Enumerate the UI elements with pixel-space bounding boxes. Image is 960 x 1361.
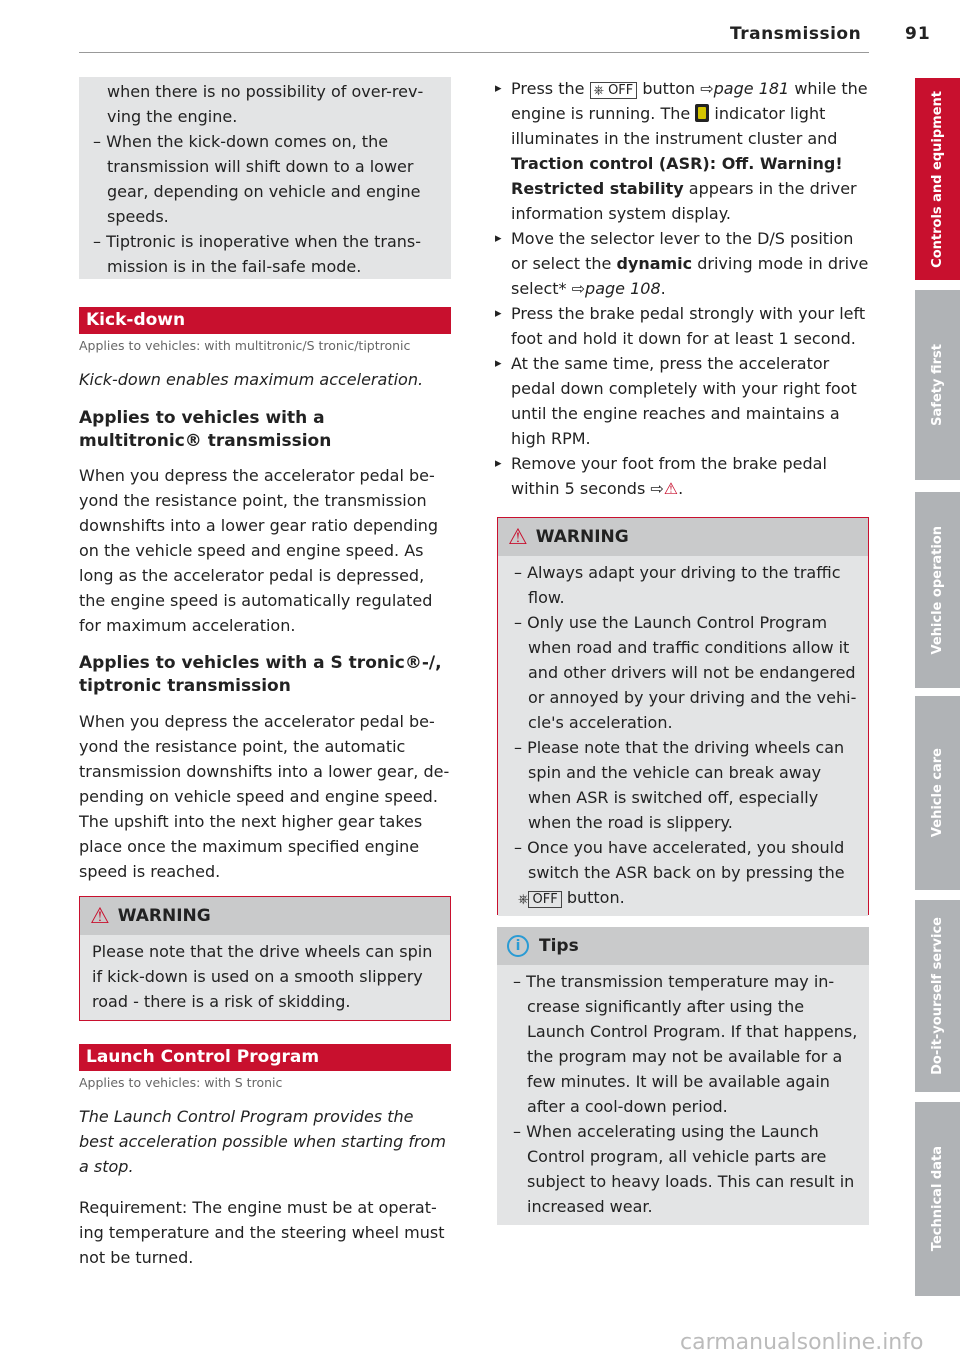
tab-controls-and-equipment[interactable]: Controls and equipment — [915, 78, 960, 280]
list-item: – Please note that the driving wheels can spin and the vehicle can break away when ASR is switched off, especially when the road is slippery. — [514, 738, 845, 832]
launch-heading: Launch Control Program — [79, 1044, 451, 1071]
kickdown-warning — [79, 896, 451, 1021]
section-title: Transmission — [730, 24, 862, 44]
warning-icon[interactable]: ⚠ — [663, 479, 679, 498]
step-5: ▸ Remove your foot from the brake pedal within 5 seconds ⇨⚠. — [497, 451, 869, 501]
list-item: – Once you have accelerated, you should switch the ASR back on by pressing the ⎈ OFF button. — [514, 838, 845, 907]
step-2: ▸ Move the selector lever to the D/S position or select the dynamic driving mode in drive select* ⇨page 108. — [497, 226, 869, 301]
warning-icon: ⚠ — [90, 903, 110, 929]
page-ref-link[interactable]: page 181 — [713, 79, 790, 98]
tab-vehicle-operation[interactable]: Vehicle operation — [915, 492, 960, 688]
list-item: – The transmission temperature may increase significantly after using the Launch Control Program. If that happens, the program may not be available for a few minutes. It will be available again after a cool-down period. — [513, 972, 858, 1116]
warning-title: WARNING — [117, 906, 211, 926]
tab-technical-data[interactable]: Technical data — [915, 1102, 960, 1296]
tab-safety-first[interactable]: Safety first — [915, 290, 960, 480]
warning-icon: ⚠ — [508, 524, 528, 550]
step-1: ▸ Press the ⎈ OFF button ⇨page 181 while the engine is running. The indicator light illuminates in the instrument cluster and Traction control (ASR): Off. Warning! Restricted stability appears in the driver information system display. — [497, 76, 869, 226]
warning-title: WARNING — [535, 527, 629, 547]
step-4: ▸ At the same time, press the accelerator pedal down completely with your right foot until the engine reaches and maintains a high RPM. — [497, 351, 869, 451]
list-item: – Always adapt your driving to the traffic flow. — [514, 563, 841, 607]
tab-do-it-yourself-service[interactable]: Do-it-yourself service — [915, 900, 960, 1092]
steps-list — [497, 76, 869, 501]
asr-indicator-icon — [695, 104, 709, 122]
launch-requirement: Requirement: The engine must be at operating temperature and the steering wheel must not be turned. — [79, 1198, 445, 1267]
warning-text: Please note that the drive wheels can spin if kick-down is used on a smooth slippery road - there is a risk of skidding. — [80, 935, 450, 1020]
list-item: – When the kick-down comes on, the transmission will shift down to a lower gear, depending on vehicle and engine speeds. — [93, 132, 421, 226]
applies-note: Applies to vehicles: with multitronic/S tronic/tiptronic — [79, 338, 411, 353]
step-3: ▸ Press the brake pedal strongly with your left foot and hold it down for at least 1 second. — [497, 301, 869, 351]
stronic-text: When you depress the accelerator pedal beyond the resistance point, the automatic transmission downshifts into a lower gear, depending on vehicle speed and engine speed. The upshift into the next higher gear takes place once the maximum specified engine speed is reached. — [79, 712, 450, 881]
multitronic-heading: Applies to vehicles with a multitronic® transmission — [79, 408, 332, 451]
page-number: 91 — [905, 24, 931, 44]
asr-off-button-glyph: ⎈ OFF — [528, 891, 562, 908]
launch-intro: The Launch Control Program provides the best acceleration possible when starting from a stop. — [79, 1107, 446, 1176]
intro-box — [79, 77, 451, 279]
list-item: – When accelerating using the Launch Control program, all vehicle parts are subject to heavy loads. This can result in increased wear. — [513, 1122, 855, 1216]
watermark: carmanualsonline.info — [680, 1330, 924, 1355]
tips-box — [497, 927, 869, 1219]
applies-note: Applies to vehicles: with S tronic — [79, 1075, 283, 1090]
header-rule — [79, 52, 869, 53]
asr-off-button-glyph: ⎈ OFF — [590, 82, 638, 99]
launch-warning — [497, 517, 869, 915]
info-icon: i — [507, 935, 529, 957]
page-ref-link[interactable]: page 108 — [585, 279, 661, 298]
tab-vehicle-care[interactable]: Vehicle care — [915, 696, 960, 890]
kickdown-heading: Kick-down — [79, 307, 451, 334]
kickdown-intro: Kick-down enables maximum acceleration. — [79, 370, 424, 389]
list-item: – Only use the Launch Control Program when road and traffic conditions allow it and other drivers will not be endangered or annoyed by your driving and the vehicle's acceleration. — [514, 613, 857, 732]
tips-title: Tips — [539, 936, 579, 956]
list-item: when there is no possibility of over-revving the engine. — [107, 82, 424, 126]
stronic-heading: Applies to vehicles with a S tronic®-/, tiptronic transmission — [79, 653, 442, 696]
list-item: – Tiptronic is inoperative when the transmission is in the fail-safe mode. — [93, 232, 422, 276]
multitronic-text: When you depress the accelerator pedal beyond the resistance point, the transmission downshifts into a lower gear ratio depending on the vehicle speed and engine speed. As long as the accelerator pedal is depressed, the engine speed is automatically regulated for maximum acceleration. — [79, 466, 439, 635]
